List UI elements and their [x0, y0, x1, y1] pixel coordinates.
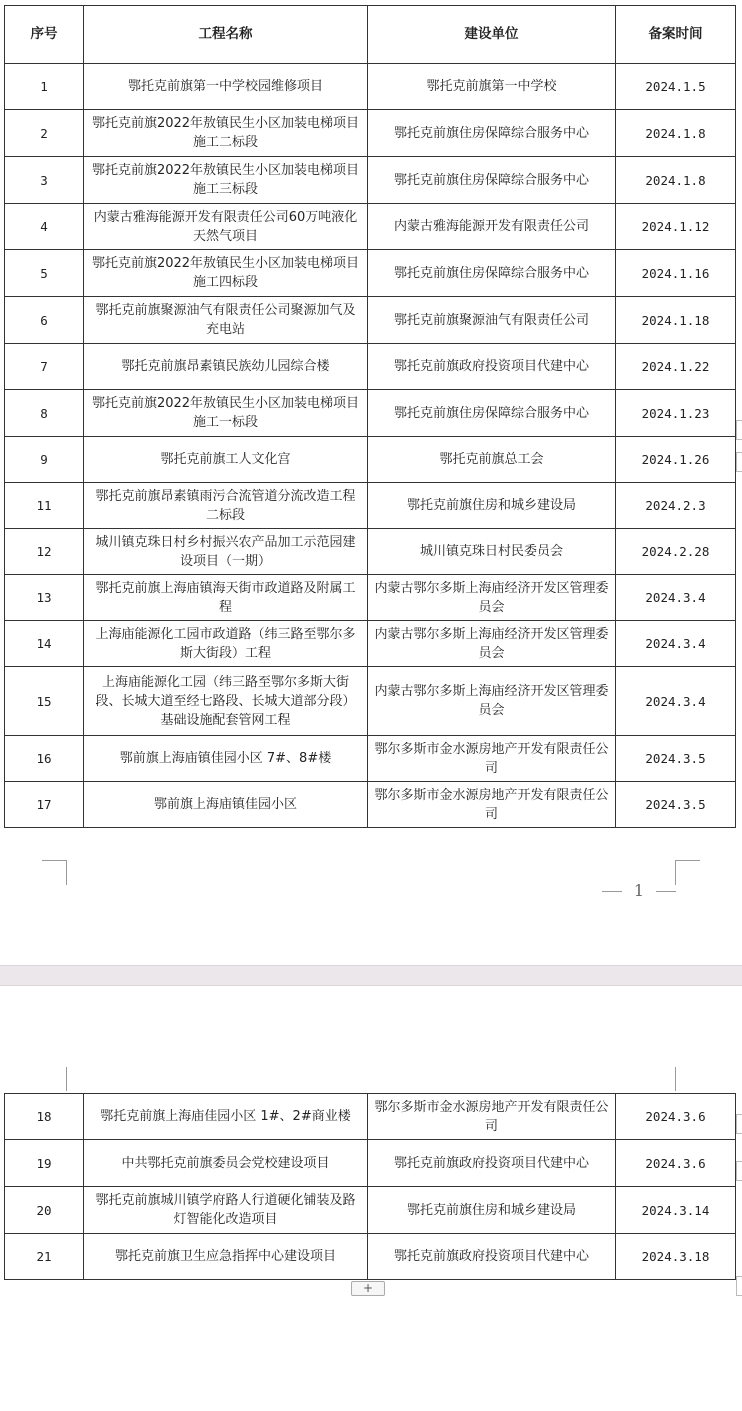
filing-date-cell: 2024.1.26	[616, 437, 736, 483]
serial-no-cell: 20	[5, 1187, 84, 1234]
construction-unit-cell: 内蒙古鄂尔多斯上海庙经济开发区管理委员会	[368, 621, 616, 667]
record-table-page-1	[4, 5, 736, 828]
filing-date-cell: 2024.1.8	[616, 157, 736, 204]
serial-no-cell: 6	[5, 297, 84, 344]
construction-unit-cell: 鄂托克前旗住房保障综合服务中心	[368, 250, 616, 297]
project-name-cell: 鄂托克前旗2022年敖镇民生小区加装电梯项目施工二标段	[84, 110, 368, 157]
filing-date-cell: 2024.2.3	[616, 483, 736, 529]
crop-mark-top-left	[42, 1067, 67, 1091]
serial-no-cell: 15	[5, 667, 84, 736]
table-row	[5, 1094, 736, 1140]
table-row	[5, 297, 736, 344]
filing-date-cell: 2024.3.6	[616, 1140, 736, 1187]
table-row	[5, 621, 736, 667]
project-name-cell: 中共鄂托克前旗委员会党校建设项目	[84, 1140, 368, 1187]
serial-no-cell: 1	[5, 64, 84, 110]
crop-mark-top-right	[675, 1067, 700, 1091]
serial-no-cell: 14	[5, 621, 84, 667]
table-row	[5, 575, 736, 621]
serial-no-cell: 18	[5, 1094, 84, 1140]
table-row	[5, 483, 736, 529]
project-name-cell: 鄂托克前旗第一中学校园维修项目	[84, 64, 368, 110]
table-row	[5, 1187, 736, 1234]
project-name-cell: 鄂托克前旗2022年敖镇民生小区加装电梯项目施工三标段	[84, 157, 368, 204]
record-table-page-2	[4, 1093, 736, 1280]
table-row	[5, 736, 736, 782]
table-row	[5, 64, 736, 110]
filing-date-cell: 2024.3.4	[616, 667, 736, 736]
filing-date-cell: 2024.1.8	[616, 110, 736, 157]
table-row	[5, 782, 736, 828]
project-name-cell: 鄂托克前旗城川镇学府路人行道硬化铺装及路灯智能化改造项目	[84, 1187, 368, 1234]
construction-unit-cell: 鄂托克前旗住房保障综合服务中心	[368, 390, 616, 437]
serial-no-cell: 7	[5, 344, 84, 390]
header-construction-unit: 建设单位	[368, 6, 616, 64]
margin-marker	[736, 1276, 742, 1296]
table-row	[5, 390, 736, 437]
construction-unit-cell: 鄂托克前旗第一中学校	[368, 64, 616, 110]
project-name-cell: 城川镇克珠日村乡村振兴农产品加工示范园建设项目（一期）	[84, 529, 368, 575]
filing-date-cell: 2024.3.5	[616, 736, 736, 782]
add-row-button[interactable]: +	[351, 1281, 385, 1296]
table-row	[5, 204, 736, 250]
construction-unit-cell: 鄂尔多斯市金水源房地产开发有限责任公司	[368, 1094, 616, 1140]
table-row	[5, 110, 736, 157]
serial-no-cell: 8	[5, 390, 84, 437]
table-row	[5, 250, 736, 297]
construction-unit-cell: 鄂托克前旗聚源油气有限责任公司	[368, 297, 616, 344]
table-row	[5, 1234, 736, 1280]
serial-no-cell: 19	[5, 1140, 84, 1187]
filing-date-cell: 2024.1.16	[616, 250, 736, 297]
header-filing-date: 备案时间	[616, 6, 736, 64]
serial-no-cell: 5	[5, 250, 84, 297]
project-name-cell: 鄂托克前旗聚源油气有限责任公司聚源加气及充电站	[84, 297, 368, 344]
filing-date-cell: 2024.1.22	[616, 344, 736, 390]
project-name-cell: 鄂托克前旗昂素镇民族幼儿园综合楼	[84, 344, 368, 390]
table-row	[5, 437, 736, 483]
serial-no-cell: 4	[5, 204, 84, 250]
construction-unit-cell: 鄂托克前旗住房和城乡建设局	[368, 1187, 616, 1234]
filing-date-cell: 2024.2.28	[616, 529, 736, 575]
crop-mark-bottom-right	[675, 860, 700, 885]
header-project-name: 工程名称	[84, 6, 368, 64]
project-name-cell: 鄂托克前旗昂素镇雨污合流管道分流改造工程二标段	[84, 483, 368, 529]
filing-date-cell: 2024.3.4	[616, 621, 736, 667]
margin-marker	[736, 420, 742, 440]
serial-no-cell: 9	[5, 437, 84, 483]
serial-no-cell: 11	[5, 483, 84, 529]
construction-unit-cell: 鄂托克前旗住房保障综合服务中心	[368, 110, 616, 157]
margin-marker	[736, 452, 742, 472]
construction-unit-cell: 鄂托克前旗住房和城乡建设局	[368, 483, 616, 529]
construction-unit-cell: 城川镇克珠日村民委员会	[368, 529, 616, 575]
table-row	[5, 157, 736, 204]
construction-unit-cell: 鄂托克前旗政府投资项目代建中心	[368, 1140, 616, 1187]
project-name-cell: 鄂托克前旗工人文化宫	[84, 437, 368, 483]
construction-unit-cell: 内蒙古雅海能源开发有限责任公司	[368, 204, 616, 250]
filing-date-cell: 2024.3.14	[616, 1187, 736, 1234]
serial-no-cell: 13	[5, 575, 84, 621]
project-name-cell: 上海庙能源化工园（纬三路至鄂尔多斯大街段、长城大道至经七路段、长城大道部分段）基础设施配套管网工程	[84, 667, 368, 736]
table-row	[5, 529, 736, 575]
construction-unit-cell: 鄂尔多斯市金水源房地产开发有限责任公司	[368, 736, 616, 782]
serial-no-cell: 2	[5, 110, 84, 157]
filing-date-cell: 2024.3.5	[616, 782, 736, 828]
project-name-cell: 鄂托克前旗上海庙镇海天街市政道路及附属工程	[84, 575, 368, 621]
construction-unit-cell: 内蒙古鄂尔多斯上海庙经济开发区管理委员会	[368, 575, 616, 621]
crop-mark-bottom-left	[42, 860, 67, 885]
project-name-cell: 鄂前旗上海庙镇佳园小区	[84, 782, 368, 828]
project-name-cell: 鄂前旗上海庙镇佳园小区 7#、8#楼	[84, 736, 368, 782]
header-serial-no: 序号	[5, 6, 84, 64]
construction-unit-cell: 鄂尔多斯市金水源房地产开发有限责任公司	[368, 782, 616, 828]
project-name-cell: 内蒙古雅海能源开发有限责任公司60万吨液化天然气项目	[84, 204, 368, 250]
project-name-cell: 鄂托克前旗卫生应急指挥中心建设项目	[84, 1234, 368, 1280]
serial-no-cell: 17	[5, 782, 84, 828]
serial-no-cell: 12	[5, 529, 84, 575]
project-name-cell: 鄂托克前旗上海庙佳园小区 1#、2#商业楼	[84, 1094, 368, 1140]
construction-unit-cell: 内蒙古鄂尔多斯上海庙经济开发区管理委员会	[368, 667, 616, 736]
serial-no-cell: 21	[5, 1234, 84, 1280]
filing-date-cell: 2024.1.18	[616, 297, 736, 344]
table-header-row	[5, 6, 736, 64]
construction-unit-cell: 鄂托克前旗总工会	[368, 437, 616, 483]
table-row	[5, 1140, 736, 1187]
project-name-cell: 上海庙能源化工园市政道路（纬三路至鄂尔多斯大街段）工程	[84, 621, 368, 667]
filing-date-cell: 2024.1.5	[616, 64, 736, 110]
serial-no-cell: 16	[5, 736, 84, 782]
project-name-cell: 鄂托克前旗2022年敖镇民生小区加装电梯项目施工四标段	[84, 250, 368, 297]
margin-marker	[736, 1114, 742, 1134]
filing-date-cell: 2024.1.23	[616, 390, 736, 437]
filing-date-cell: 2024.3.6	[616, 1094, 736, 1140]
filing-date-cell: 2024.3.4	[616, 575, 736, 621]
serial-no-cell: 3	[5, 157, 84, 204]
page-number: 1	[602, 880, 676, 902]
construction-unit-cell: 鄂托克前旗政府投资项目代建中心	[368, 1234, 616, 1280]
table-row	[5, 344, 736, 390]
margin-marker	[736, 1161, 742, 1181]
table-row	[5, 667, 736, 736]
filing-date-cell: 2024.3.18	[616, 1234, 736, 1280]
construction-unit-cell: 鄂托克前旗住房保障综合服务中心	[368, 157, 616, 204]
page-gap	[0, 965, 742, 986]
project-name-cell: 鄂托克前旗2022年敖镇民生小区加装电梯项目施工一标段	[84, 390, 368, 437]
construction-unit-cell: 鄂托克前旗政府投资项目代建中心	[368, 344, 616, 390]
filing-date-cell: 2024.1.12	[616, 204, 736, 250]
